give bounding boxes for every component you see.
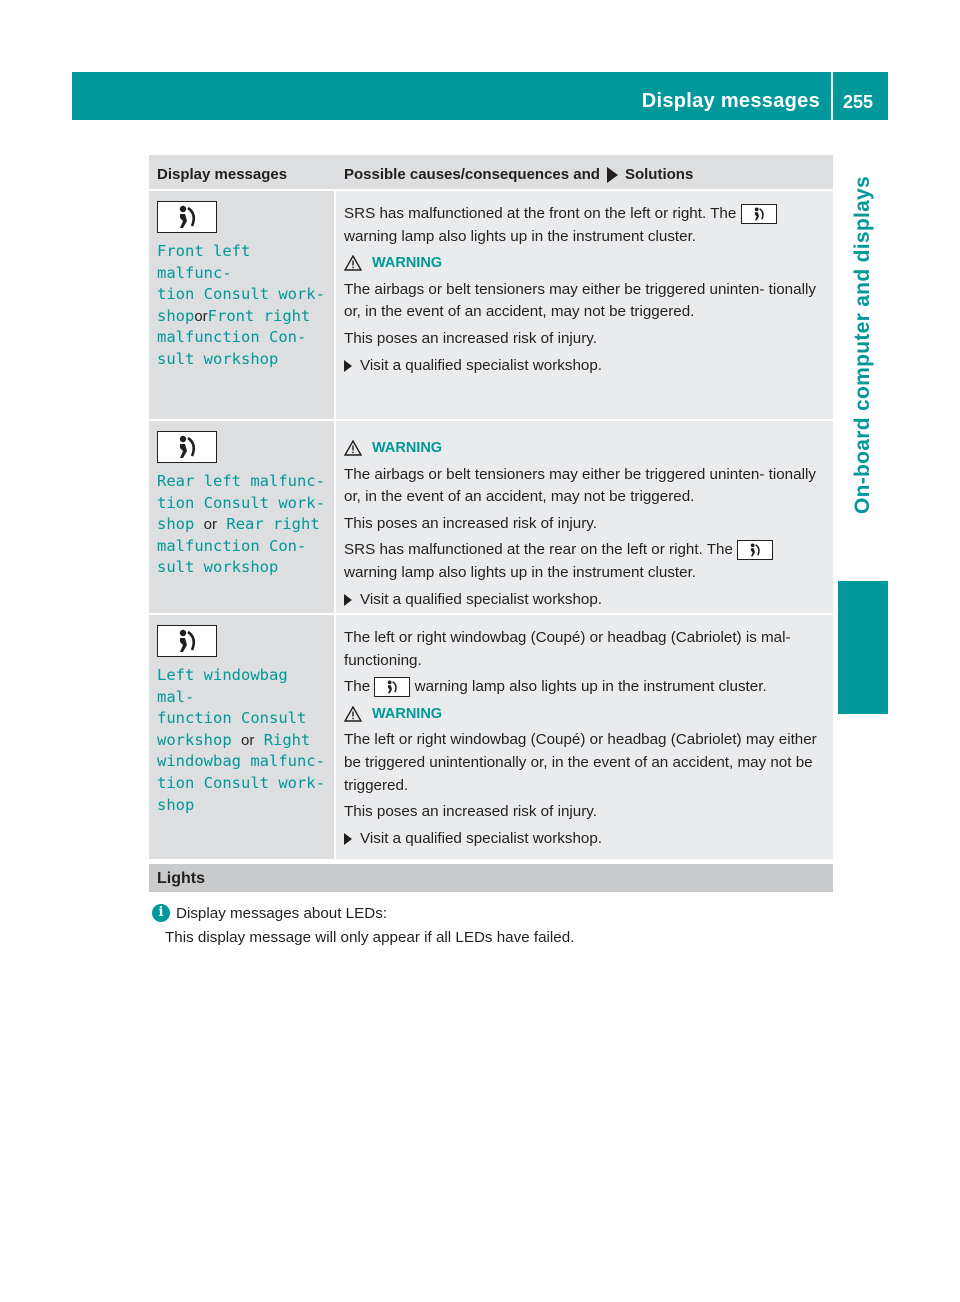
cause-text-part: warning lamp also lights up in the instrument cluster. [344, 227, 697, 245]
cause-text-part: warning lamp also lights up in the instrument cluster. [414, 678, 767, 696]
page-number: 255 [843, 92, 874, 112]
airbag-warning-icon [157, 201, 217, 233]
message-line: Left windowbag mal‑ [157, 666, 288, 706]
warning-heading [344, 703, 827, 726]
header-bar [72, 72, 888, 120]
message-line: sult workshop [157, 349, 279, 368]
solution-item [344, 828, 827, 851]
airbag-warning-icon [157, 431, 217, 463]
column-header-messages: Display messages [157, 166, 288, 183]
message-line [157, 730, 326, 752]
table-header [149, 155, 833, 191]
display-messages-table [149, 155, 833, 861]
table-row [149, 615, 833, 861]
airbag-warning-icon [157, 625, 217, 657]
cause-text-part: SRS has malfunctioned at the rear on the left or right. The [344, 541, 733, 559]
column-header-causes [336, 155, 833, 189]
warning-label: WARNING [372, 255, 443, 272]
column-header-causes-label: Possible causes/consequences and [344, 166, 600, 183]
warning-label: WARNING [372, 440, 443, 456]
warning-triangle-icon [344, 706, 362, 722]
cause-text: The left or right windowbag (Coupé) or headbag (Cabriolet) is mal- functioning. [344, 629, 791, 669]
cause-text [344, 203, 827, 248]
warning-heading [344, 437, 827, 460]
action-arrow-icon [344, 360, 352, 372]
info-icon: i [152, 904, 170, 922]
message-part: Front right [207, 306, 311, 325]
side-tab-label-wrap [838, 130, 888, 560]
warning-label: WARNING [372, 705, 443, 722]
table-row [149, 191, 833, 421]
warning-triangle-icon [344, 255, 362, 271]
warning-text: The airbags or belt tensioners may either be triggered uninten- tionally or, in the event of an accident, may not be triggered. [344, 280, 816, 321]
solution-item [344, 589, 827, 612]
airbag-warning-icon [741, 204, 777, 224]
message-line: tion Consult work‑ [157, 493, 325, 512]
message-line: tion Consult work‑ [157, 773, 325, 792]
message-line: Front left malfunc‑ [157, 242, 251, 282]
side-tab-label: On-board computer and displays [851, 175, 874, 515]
airbag-warning-icon [737, 540, 773, 560]
table-row [149, 421, 833, 615]
warning-text: The left or right windowbag (Coupé) or headbag (Cabriolet) may either be triggered unintentionally or, in the event of an accident, may not be triggered. [344, 731, 817, 794]
message-part: Rear right [226, 515, 320, 534]
section-title: Lights [157, 870, 205, 887]
action-arrow-icon [607, 167, 618, 183]
display-message-text [157, 241, 326, 371]
causes-cell [336, 421, 833, 613]
message-cell [149, 421, 336, 613]
solution-item [344, 355, 827, 378]
message-cell [149, 615, 336, 859]
warning-triangle-icon [344, 440, 362, 456]
message-line: windowbag malfunc‑ [157, 752, 325, 771]
cause-text [344, 676, 827, 699]
message-line: malfunction Con‑ [157, 536, 307, 555]
message-cell [149, 191, 336, 419]
cause-text-part: SRS has malfunctioned at the front on the left or right. The [344, 205, 737, 222]
column-header-solutions-label: Solutions [624, 166, 694, 183]
message-line: function Consult [157, 709, 307, 728]
message-line: shop [157, 795, 195, 814]
causes-cell [336, 615, 833, 859]
warning-text: The airbags or belt tensioners may either be triggered uninten- tionally or, in the event of an accident, may not be triggered. [344, 465, 816, 506]
message-part: shop [157, 515, 195, 534]
message-part: shop [157, 306, 195, 325]
message-line: Rear left malfunc‑ [157, 472, 325, 490]
cause-text [344, 539, 827, 584]
section-heading-bar [149, 864, 833, 892]
display-message-text [157, 471, 326, 579]
page-title: Display messages [641, 90, 820, 112]
or-label: or [241, 731, 255, 749]
risk-text: This poses an increased risk of injury. [344, 514, 597, 532]
risk-text: This poses an increased risk of injury. [344, 803, 597, 821]
cause-text-part: The [344, 678, 371, 696]
cause-text-part: warning lamp also lights up in the instrument cluster. [344, 563, 697, 581]
causes-cell [336, 191, 833, 419]
message-line: malfunction Con‑ [157, 328, 307, 347]
side-tab-marker [838, 581, 888, 714]
solution-text: Visit a qualified specialist workshop. [360, 590, 602, 608]
header-divider [831, 72, 833, 120]
action-arrow-icon [344, 594, 352, 606]
side-tab [838, 130, 888, 1260]
airbag-warning-icon [374, 677, 410, 697]
or-label: or [194, 307, 208, 325]
message-line: tion Consult work‑ [157, 285, 325, 304]
action-arrow-icon [344, 833, 352, 845]
risk-text: This poses an increased risk of injury. [344, 329, 597, 347]
warning-heading [344, 252, 827, 275]
solution-text: Visit a qualified specialist workshop. [360, 356, 602, 374]
message-line [157, 306, 326, 328]
message-line: sult workshop [157, 558, 279, 577]
info-text: This display message will only appear if all LEDs have failed. [165, 929, 575, 946]
display-message-text [157, 665, 326, 816]
message-part: Right [263, 730, 311, 749]
info-text: Display messages about LEDs: [176, 905, 388, 922]
message-part: workshop [157, 730, 232, 749]
or-label: or [203, 516, 218, 534]
solution-text: Visit a qualified specialist workshop. [360, 829, 602, 847]
message-line [157, 514, 326, 536]
